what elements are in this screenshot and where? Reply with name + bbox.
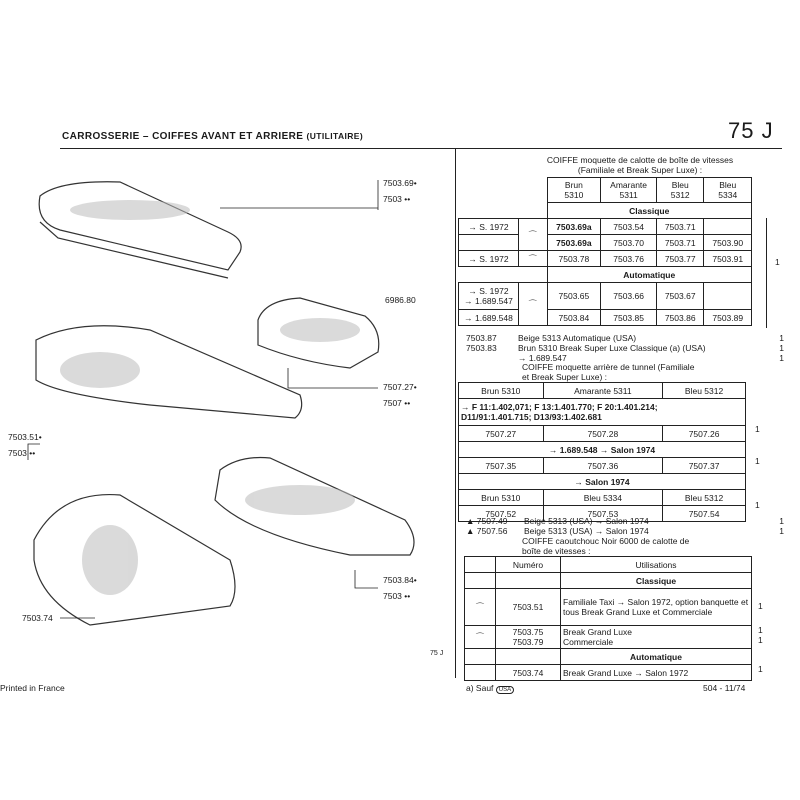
callout-7503-69: 7503.69•	[383, 178, 417, 188]
section1-qty: 1	[775, 257, 780, 267]
section3-title: COIFFE caoutchouc Noir 6000 de calotte de boîte de vitesses :	[522, 536, 690, 556]
section3-qty-3: 1	[758, 664, 763, 674]
section1-table: Brun 5310 Amarante 5311 Bleu 5312 Bleu 5334 Classique → S. 1972 ⌒ 7503.69a 7503.54 7503.71 7503.69a 7503.70 7503.71 7503.90 → S. 1972 ⌒ 7503.78 7503.76 7503.77 7503.91 Automatique → S. 1972 → 1.689.547 ⌒ 7503.65 7503.66 7503.67 → 1.689.548 7503.84 7503.85 7503.86 7503.89	[458, 177, 752, 326]
page-title: CARROSSERIE – COIFFES AVANT ET ARRIERE (UTILITAIRE)	[62, 131, 364, 142]
section2-title: COIFFE moquette arrière de tunnel (Familiale et Break Super Luxe) :	[522, 362, 695, 382]
section2-qty-2: 1	[755, 456, 760, 466]
extra-lines-1: 7503.87 Beige 5313 Automatique (USA) 1 7503.83 Brun 5310 Break Super Luxe Classique (a) (USA) 1 → 1.689.547 1	[466, 333, 784, 363]
section3-table: Numéro Utilisations Classique ⌒ 7503.51 Familiale Taxi → Salon 1972, option banquette et tous Break Grand Luxe et Commerciale ⌒ 7503.75 7503.79 Break Grand Luxe Commerciale Automatique 7503.74 Break Grand Luxe → Salon 1972	[464, 556, 752, 681]
section2-qty-1: 1	[755, 424, 760, 434]
callout-7507: 7507 ••	[383, 398, 411, 408]
callout-7503-a: 7503 ••	[383, 194, 411, 204]
section2-qty-3: 1	[755, 500, 760, 510]
callout-7503-b: 7503 ••	[8, 448, 36, 458]
callout-7503-84: 7503.84•	[383, 575, 417, 585]
page-ref: 504 - 11/74	[703, 683, 746, 693]
section1-title: COIFFE moquette de calotte de boîte de vitesses (Familiale et Break Super Luxe) :	[546, 155, 734, 175]
figure-label: 75 J	[430, 650, 444, 657]
callout-6986-80: 6986.80	[385, 295, 416, 305]
section3-qty-2: 1 1	[758, 625, 763, 645]
callout-7503-51: 7503.51•	[8, 432, 42, 442]
extra-lines-2: ▲ 7507.49 Beige 5313 (USA) → Salon 1974 1 ▲ 7507.56 Beige 5313 (USA) → Salon 1974 1	[466, 516, 784, 536]
section3-qty-1: 1	[758, 601, 763, 611]
section2-table: Brun 5310 Amarante 5311 Bleu 5312 → F 11:1.402,071; F 13:1.401.770; F 20:1.401.214; D11/91:1.401.715; D13/93:1.402.681 7507.27 7507.28 7507.26 → 1.689.548 → Salon 1974 7507.35 7507.36 7507.37 → Salon 1974 Brun 5310 Bleu 5334 Bleu 5312 7507.52 7507.53 7507.54	[458, 382, 746, 522]
footnote-a: a) Sauf USA	[466, 683, 514, 693]
callout-7507-27: 7507.27•	[383, 382, 417, 392]
page-code: 75 J	[728, 118, 774, 143]
section1-bracket	[766, 218, 767, 328]
callout-7503-c: 7503 ••	[383, 591, 411, 601]
callout-7503-74: 7503.74	[22, 613, 53, 623]
printed-note: Printed in France	[0, 683, 65, 693]
